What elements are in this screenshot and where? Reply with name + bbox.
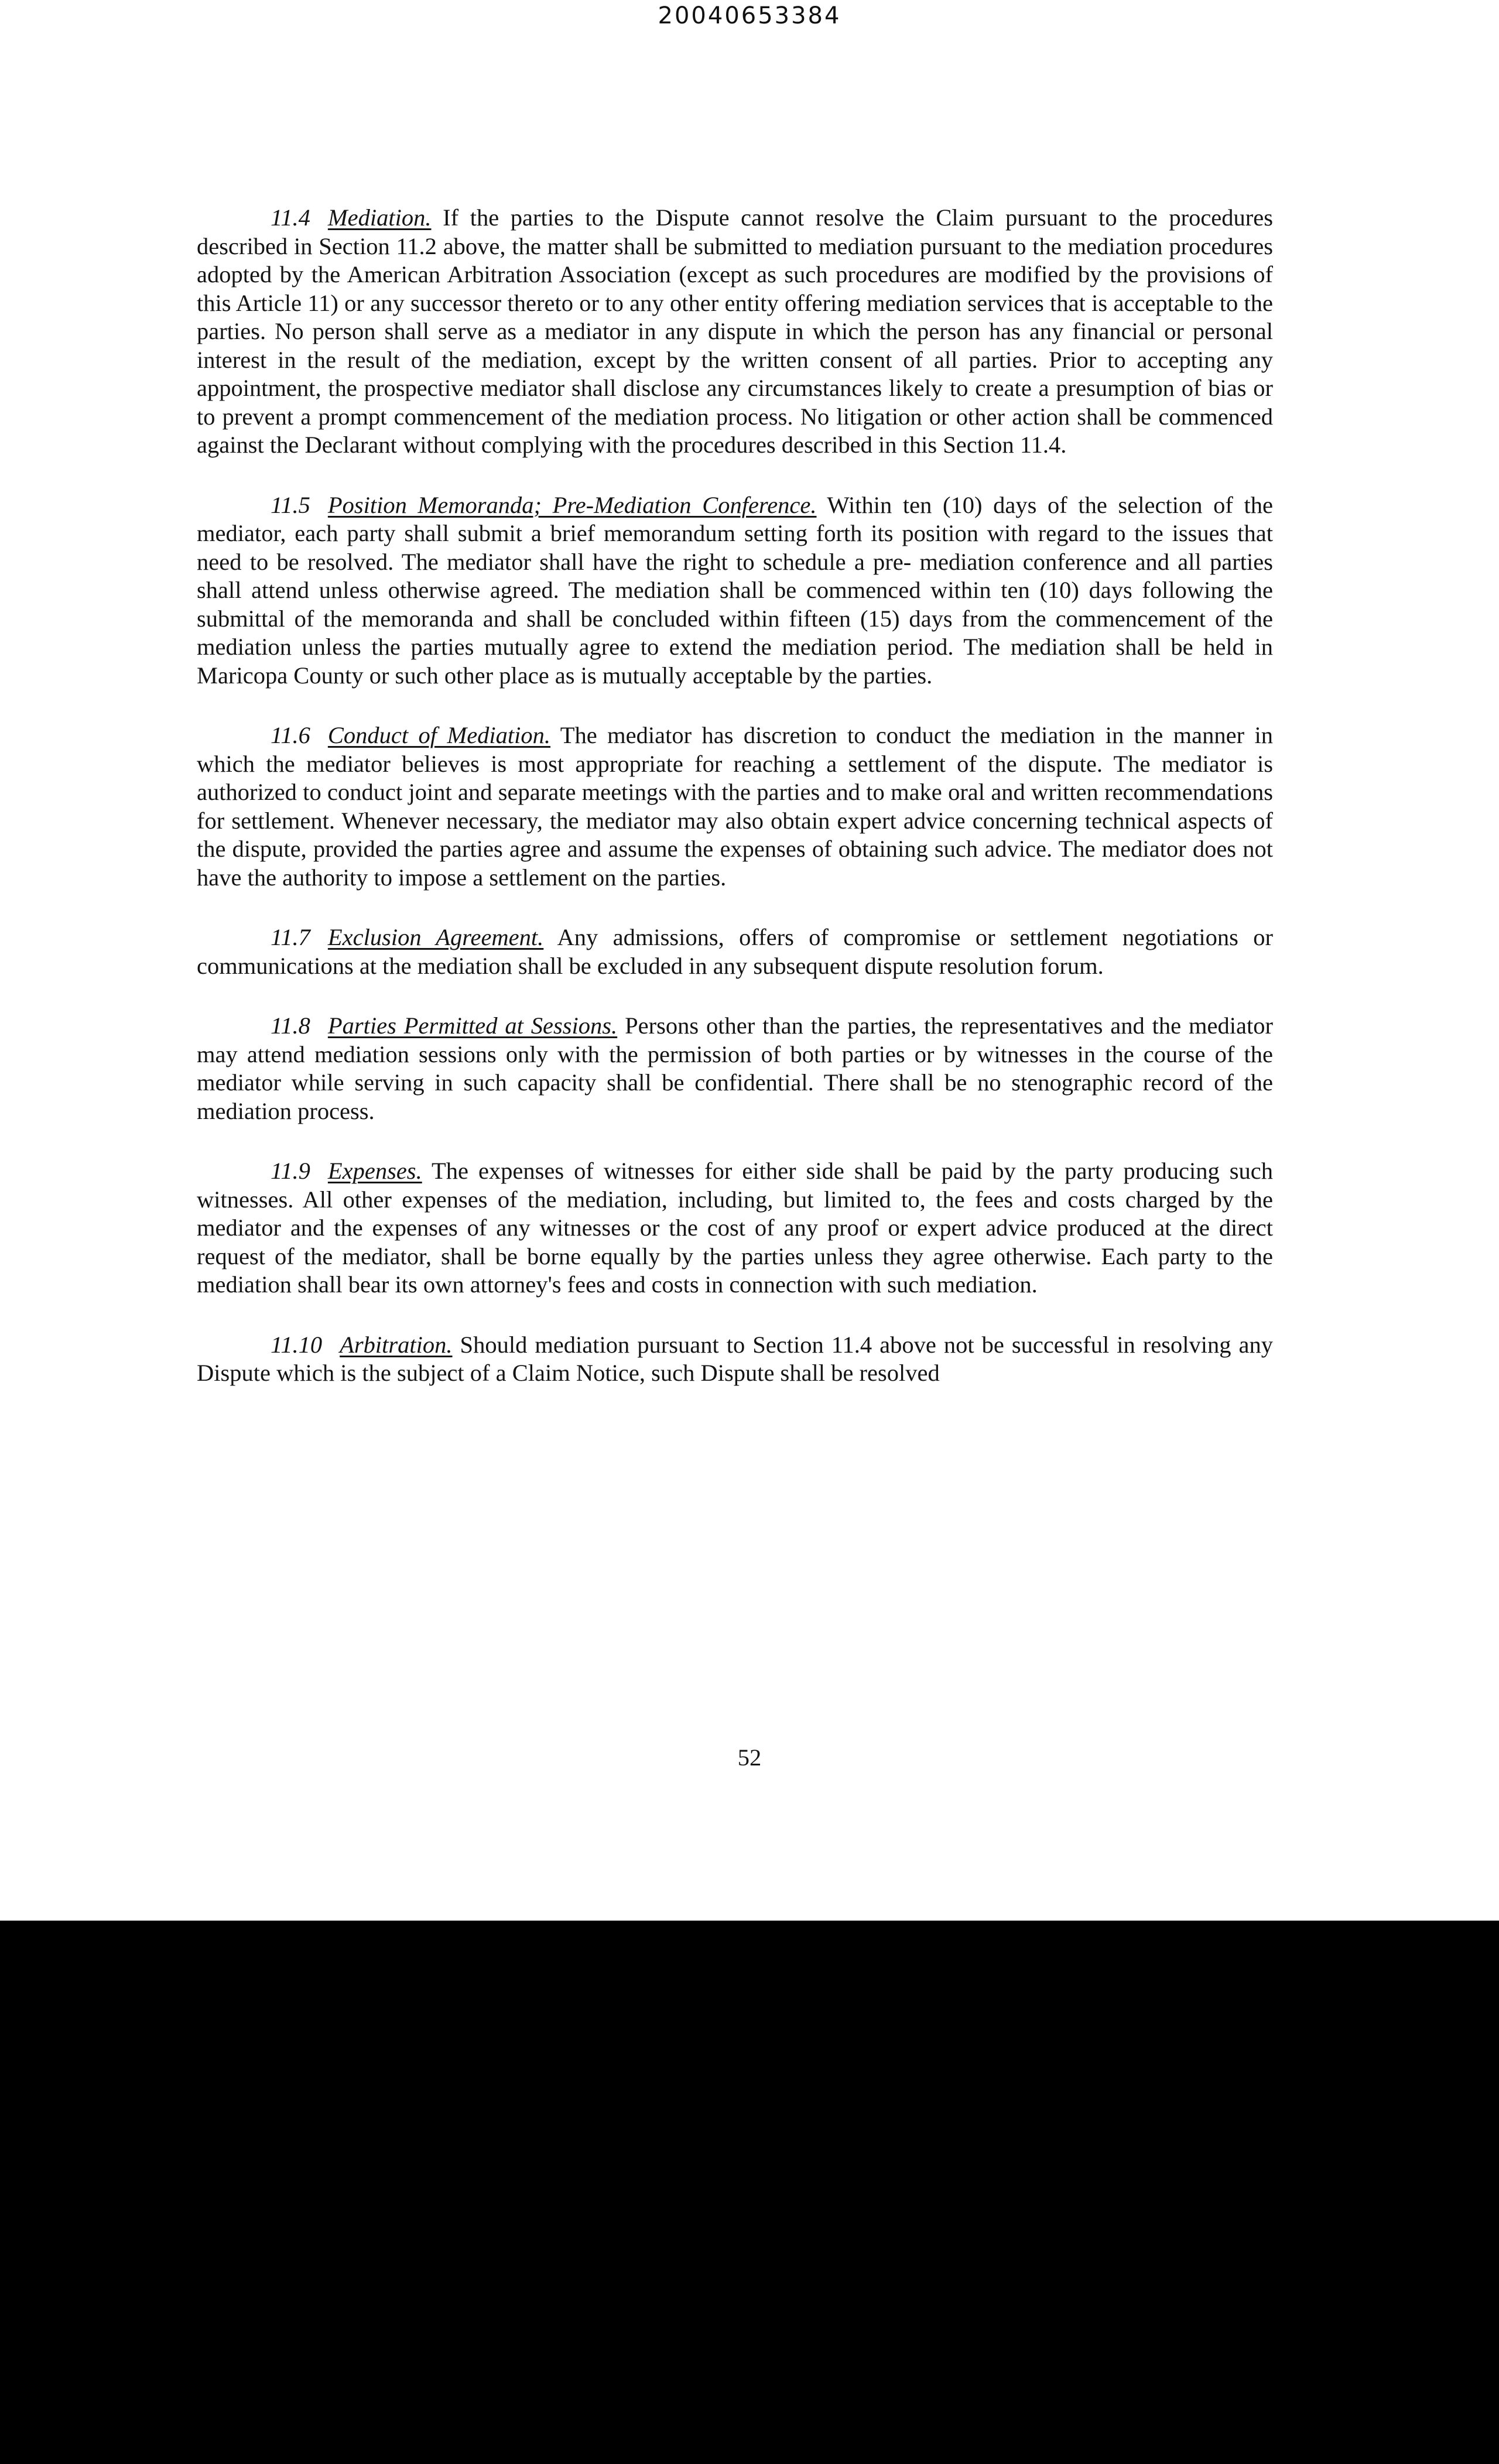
section-11-7 [197, 923, 1273, 980]
section-text: Persons other than the parties, the representatives and the mediator may attend mediation sessions only with the permission of both parties or by witnesses in the course of the mediator while serving in such capacity shall be confidential. There shall be no stenographic record of the mediation process. [197, 1012, 1273, 1124]
section-title: Parties Permitted at Sessions. [327, 1012, 618, 1039]
section-number: 11.4 [271, 204, 310, 231]
section-number: 11.9 [271, 1158, 310, 1184]
section-text: Any admissions, offers of compromise or settlement negotiations or communications at the mediation shall be excluded in any subsequent dispute resolution forum. [197, 924, 1273, 979]
section-title: Arbitration. [340, 1331, 453, 1358]
section-text: The expenses of witnesses for either side shall be paid by the party producing such witnesses. All other expenses of the mediation, including, but limited to, the fees and costs charged by the mediator and the expenses of any witnesses or the cost of any proof or expert advice produced at the direct request of the mediator, shall be borne equally by the parties unless they agree otherwise. Each party to the mediation shall bear its own attorney's fees and costs in connection with such mediation. [197, 1158, 1273, 1298]
section-text: Should mediation pursuant to Section 11.4 above not be successful in resolving any Dispute which is the subject of a Claim Notice, such Dispute shall be resolved [197, 1331, 1274, 1386]
section-title: Exclusion Agreement. [327, 924, 544, 950]
section-11-9 [197, 1157, 1273, 1299]
section-11-10 [197, 1331, 1273, 1388]
section-11-5 [197, 491, 1273, 690]
section-text: Within ten (10) days of the selection of the mediator, each party shall submit a brief memorandum setting forth its position with regard to the issues that need to be resolved. The mediator shall have the right to schedule a pre- mediation conference and all parties shall attend unless otherwise agreed. The mediation shall be commenced within ten (10) days following the submittal of the memoranda and shall be concluded within fifteen (15) days from the commencement of the mediation unless the parties mutually agree to extend the mediation period. The mediation shall be held in Maricopa County or such other place as is mutually acceptable by the parties. [197, 491, 1273, 689]
section-number: 11.7 [271, 924, 310, 950]
section-number: 11.6 [271, 722, 310, 748]
section-number: 11.8 [271, 1012, 310, 1039]
section-number: 11.5 [271, 491, 310, 518]
section-text: If the parties to the Dispute cannot resolve the Claim pursuant to the procedures described in Section 11.2 above, the matter shall be submitted to mediation pursuant to the mediation procedures adopted by the American Arbitration Association (except as such procedures are modified by the provisions of this Article 11) or any successor thereto or to any other entity offering mediation services that is acceptable to the parties. No person shall serve as a mediator in any dispute in which the person has any financial or personal interest in the result of the mediation, except by the written consent of all parties. Prior to accepting any appointment, the prospective mediator shall disclose any circumstances likely to create a presumption of bias or to prevent a prompt commencement of the mediation process. No litigation or other action shall be commenced against the Declarant without complying with the procedures described in this Section 11.4. [197, 204, 1274, 458]
section-title: Position Memoranda; Pre-Mediation Conference. [327, 491, 817, 518]
section-11-4 [197, 204, 1273, 460]
section-title: Mediation. [327, 204, 432, 231]
section-11-6 [197, 721, 1273, 892]
page-number: 52 [737, 1744, 762, 1771]
document-body [197, 204, 1273, 1419]
document-id: 20040653384 [658, 2, 841, 29]
section-11-8 [197, 1012, 1273, 1125]
section-text: The mediator has discretion to conduct the mediation in the manner in which the mediator believes is most appropriate for reaching a settlement of the dispute. The mediator is authorized to conduct joint and separate meetings with the parties and to make oral and written recommendations for settlement. Whenever necessary, the mediator may also obtain expert advice concerning technical aspects of the dispute, provided the parties agree and assume the expenses of obtaining such advice. The mediator does not have the authority to impose a settlement on the parties. [197, 722, 1273, 891]
section-number: 11.10 [271, 1331, 323, 1358]
section-title: Expenses. [327, 1158, 422, 1184]
section-title: Conduct of Mediation. [327, 722, 551, 748]
